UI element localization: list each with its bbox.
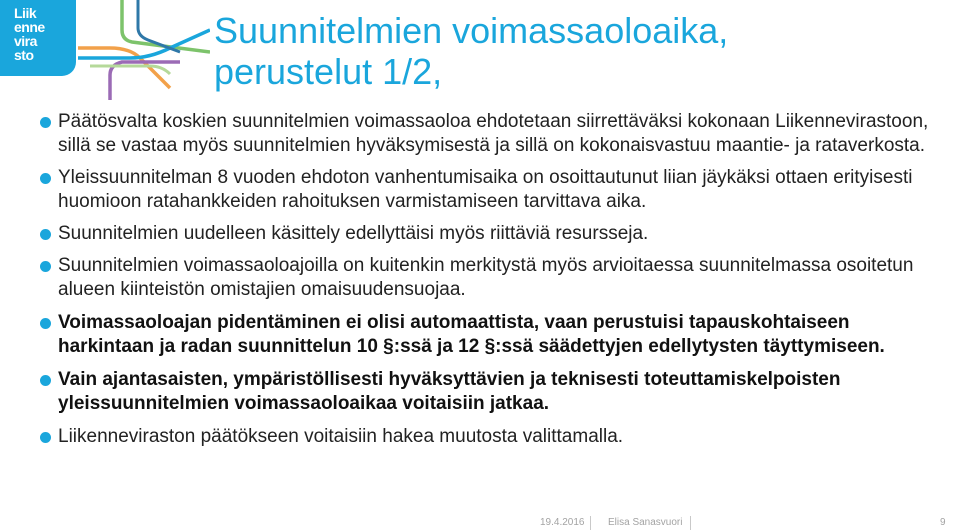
slide-title-line-1: Suunnitelmien voimassaoloaika,: [214, 10, 729, 51]
footer-author: Elisa Sanasvuori: [608, 517, 683, 528]
logo-line: enne: [14, 19, 45, 35]
liikennevirasto-logo: [0, 0, 76, 76]
bullet-list: [40, 110, 945, 449]
decorative-lines-graphic: [70, 0, 210, 100]
logo-wordmark: [14, 6, 45, 62]
bullet-item: Liikenneviraston päätökseen voitaisiin hakea muutosta valittamalla.: [40, 425, 945, 449]
logo-line: Liik: [14, 5, 37, 21]
bullet-item: Yleissuunnitelman 8 vuoden ehdoton vanhentumisaika on osoittautunut liian jäykäksi ottaen erityisesti huomioon ratahankkeiden rahoituksen varmistamiseen tarvittava aika.: [40, 166, 945, 214]
footer-page-number: 9: [940, 517, 946, 528]
bullet-item: Voimassaoloajan pidentäminen ei olisi automaattista, vaan perustuisi tapauskohtaiseen harkintaan ja radan suunnittelun 10 §:ssä ja 12 §:ssä säädettyjen edellytysten täyttymiseen.: [40, 311, 945, 359]
bullet-item: Suunnitelmien voimassaoloajoilla on kuitenkin merkitystä myös arvioitaessa suunnitelmassa osoitetun alueen kiinteistön omistajien omaisuudensuojaa.: [40, 254, 945, 302]
bullet-item: Vain ajantasaisten, ympäristöllisesti hyväksyttävien ja teknisesti toteuttamiskelpoisten yleissuunnitelmien voimassaoloaikaa voitaisiin jatkaa.: [40, 368, 945, 416]
slide-title: [214, 10, 728, 92]
footer-date: 19.4.2016: [540, 517, 585, 528]
slide-title-line-2: perustelut 1/2,: [214, 51, 443, 92]
footer-divider: [690, 516, 691, 530]
logo-line: vira: [14, 33, 37, 49]
footer-divider: [590, 516, 591, 530]
bullet-item: Suunnitelmien uudelleen käsittely edellyttäisi myös riittäviä resursseja.: [40, 222, 945, 246]
logo-line: sto: [14, 47, 34, 63]
bullet-item: Päätösvalta koskien suunnitelmien voimassaoloa ehdotetaan siirrettäväksi kokonaan Liikennevirastoon, sillä se vastaa myös suunnitelmien hyväksymisestä ja sillä on kokonaisvastuu maantie- ja rataverkosta.: [40, 110, 945, 158]
